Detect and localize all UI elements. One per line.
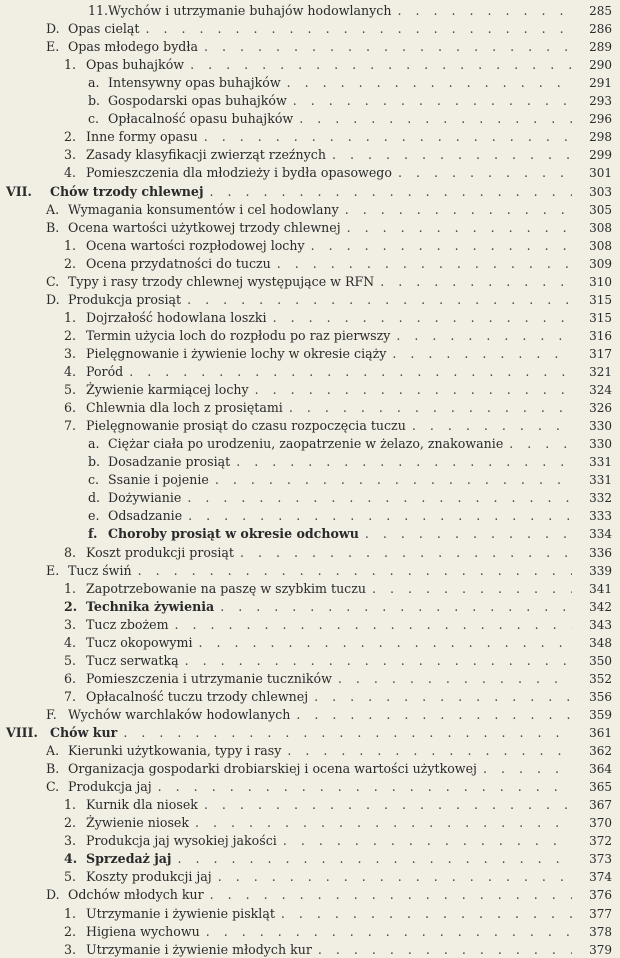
toc-entry (0, 108, 620, 127)
toc-entry (0, 487, 620, 506)
toc-entry-title: Wymagania konsumentów i cel hodowlany (68, 201, 339, 217)
dot-leader (318, 942, 572, 958)
toc-entry (0, 523, 620, 542)
toc-entry-page-number: 377 (589, 906, 612, 921)
toc-entry (0, 54, 620, 73)
toc-entry-title: Termin użycia loch do rozpłodu po raz pierwszy (86, 327, 391, 343)
dot-leader (509, 436, 572, 452)
dot-leader (287, 75, 572, 91)
dot-leader (206, 924, 572, 940)
dot-leader (218, 869, 572, 885)
toc-entry-title: Tucz świń (68, 562, 132, 578)
toc-entry-number: 7. (64, 688, 77, 704)
toc-entry-number: 8. (64, 544, 77, 560)
toc-entry-title: Zapotrzebowanie na paszę w szybkim tuczu (86, 580, 366, 596)
toc-entry-title: Dożywianie (108, 490, 182, 506)
toc-entry-page-number: 372 (589, 834, 612, 849)
toc-entry-title: Ciężar ciała po urodzeniu, zaopatrzenie w żelazo, znakowanie (108, 436, 504, 452)
toc-entry-page-number: 330 (589, 419, 612, 434)
toc-entry-title: Wychów warchlaków hodowlanych (68, 706, 291, 722)
dot-leader (195, 815, 572, 831)
dot-leader (296, 707, 572, 723)
toc-entry (0, 289, 620, 308)
dot-leader (129, 364, 572, 380)
toc-entry-number: 4. (64, 851, 78, 867)
toc-entry-title: Kierunki użytkowania, typy i rasy (68, 743, 282, 759)
toc-entry (0, 542, 620, 561)
dot-leader (210, 184, 572, 200)
toc-entry-number: 1. (64, 580, 77, 596)
dot-leader (380, 274, 572, 290)
toc-entry-title: Sprzedaż jaj (86, 851, 172, 867)
toc-entry-title: Opas buhajków (86, 57, 185, 73)
toc-entry (0, 397, 620, 416)
dot-leader (123, 725, 572, 741)
toc-entry-number: 1. (64, 57, 77, 73)
toc-entry (0, 181, 620, 200)
dot-leader (299, 111, 572, 127)
toc-entry-page-number: 289 (589, 40, 612, 55)
dot-leader (204, 797, 572, 813)
toc-entry (0, 830, 620, 849)
toc-entry-page-number: 321 (589, 365, 612, 379)
toc-entry-number: c. (88, 472, 100, 488)
toc-entry-page-number: 356 (589, 689, 612, 704)
toc-entry-number: 2. (64, 598, 78, 614)
toc-entry-page-number: 317 (589, 346, 612, 361)
dot-leader (483, 761, 572, 777)
toc-entry-number: e. (88, 508, 100, 524)
toc-entry-title: Dojrzałość hodowlana loszki (86, 309, 267, 325)
toc-entry-title: Ocena przydatności do tuczu (86, 255, 271, 271)
toc-entry-number: b. (88, 454, 101, 470)
toc-entry (0, 650, 620, 669)
toc-entry-number: 6. (64, 670, 77, 686)
toc-entry (0, 812, 620, 831)
toc-entry-title: Chów trzody chlewnej (50, 183, 204, 199)
toc-entry-number: 2. (64, 129, 77, 145)
toc-entry-title: Pomieszczenia dla młodzieży i bydła opasowego (86, 165, 392, 181)
toc-entry (0, 596, 620, 615)
dot-leader (138, 563, 572, 579)
toc-entry-page-number: 310 (589, 274, 612, 289)
toc-entry-page-number: 339 (589, 563, 612, 578)
toc-entry-page-number: 308 (589, 238, 612, 253)
toc-entry-page-number: 326 (589, 401, 612, 416)
toc-entry-title: Technika żywienia (86, 598, 215, 614)
toc-entry-page-number: 332 (589, 491, 612, 506)
toc-entry (0, 162, 620, 181)
toc-entry-number: b. (88, 93, 101, 109)
toc-entry-page-number: 343 (589, 617, 612, 632)
toc-entry-title: Ocena wartości użytkowej trzody chlewnej (68, 219, 341, 235)
toc-entry-title: Intensywny opas buhajków (108, 75, 281, 91)
dot-leader (293, 93, 572, 109)
dot-leader (240, 545, 572, 561)
toc-entry-number: VIII. (6, 725, 38, 740)
toc-entry-number: 3. (64, 345, 77, 361)
toc-entry-title: Koszty produkcji jaj (86, 869, 212, 885)
toc-entry-title: Kurnik dla niosek (86, 797, 198, 813)
toc-entry (0, 560, 620, 579)
dot-leader (255, 382, 572, 398)
dot-leader (273, 310, 572, 326)
toc-entry-number: 1. (64, 905, 77, 921)
dot-leader (190, 57, 572, 73)
toc-entry-title: Utrzymanie i żywienie piskląt (86, 905, 275, 921)
toc-entry (0, 794, 620, 813)
toc-entry-number: 3. (64, 941, 77, 957)
toc-entry-title: Opas młodego bydła (68, 39, 198, 55)
toc-entry-title: Gospodarski opas buhajków (108, 93, 287, 109)
toc-entry (0, 379, 620, 398)
toc-entry-page-number: 308 (589, 220, 612, 235)
dot-leader (177, 851, 572, 867)
toc-entry-page-number: 324 (589, 383, 612, 398)
dot-leader (215, 472, 572, 488)
toc-entry-number: D. (46, 291, 60, 307)
toc-entry (0, 415, 620, 434)
dot-leader (345, 202, 572, 218)
dot-leader (338, 671, 572, 687)
toc-entry-page-number: 303 (589, 184, 612, 199)
dot-leader (398, 165, 572, 181)
toc-entry-number: C. (46, 779, 60, 795)
toc-entry (0, 126, 620, 145)
toc-entry-number: 3. (64, 833, 77, 849)
toc-entry-page-number: 342 (589, 599, 612, 614)
toc-entry-title: Dosadzanie prosiąt (108, 454, 231, 470)
toc-entry-title: Pielęgnowanie prosiąt do czasu rozpoczęcia tuczu (86, 418, 406, 434)
toc-entry-number: E. (46, 39, 60, 55)
toc-entry-number: d. (88, 490, 101, 506)
dot-leader (210, 887, 572, 903)
toc-entry-title: Ssanie i pojenie (108, 472, 209, 488)
toc-entry-page-number: 286 (589, 22, 612, 37)
toc-entry-page-number: 348 (589, 635, 612, 650)
dot-leader (277, 256, 572, 272)
toc-entry-title: Żywienie niosek (86, 815, 189, 831)
toc-entry-number: B. (46, 219, 60, 235)
dot-leader (146, 21, 573, 37)
toc-entry-page-number: 350 (589, 653, 612, 668)
toc-entry-title: Opłacalność opasu buhajków (108, 111, 294, 127)
toc-entry-page-number: 361 (589, 726, 612, 740)
toc-entry (0, 343, 620, 362)
dot-leader (392, 346, 572, 362)
toc-entry (0, 36, 620, 55)
toc-entry-page-number: 370 (589, 816, 612, 831)
toc-entry-number: 1. (64, 237, 77, 253)
toc-entry-number: 2. (64, 327, 77, 343)
toc-entry-title: Choroby prosiąt w okresie odchowu (108, 526, 359, 542)
toc-entry-number: A. (46, 201, 60, 217)
toc-entry (0, 758, 620, 777)
dot-leader (412, 418, 572, 434)
toc-entry-page-number: 373 (589, 852, 612, 867)
toc-entry-number: 5. (64, 382, 77, 398)
toc-entry-page-number: 301 (589, 166, 612, 181)
toc-entry-title: Wychów i utrzymanie buhajów hodowlanych (108, 3, 392, 18)
toc-entry-title: Opas cieląt (68, 21, 140, 37)
toc-entry-page-number: 285 (589, 4, 612, 18)
toc-entry-page-number: 359 (589, 707, 612, 722)
toc-entry-title: Typy i rasy trzody chlewnej występujące w RFN (68, 273, 375, 289)
toc-entry (0, 307, 620, 326)
dot-leader (283, 833, 572, 849)
toc-entry-page-number: 341 (589, 581, 612, 596)
toc-entry-page-number: 333 (589, 509, 612, 524)
toc-entry (0, 903, 620, 922)
toc-entry (0, 325, 620, 344)
toc-entry (0, 848, 620, 867)
toc-entry (0, 686, 620, 705)
toc-entry-page-number: 365 (589, 780, 612, 795)
toc-entry-number: C. (46, 273, 60, 289)
toc-entry-number: VII. (6, 183, 32, 199)
toc-entry-number: 2. (64, 815, 77, 831)
toc-entry-title: Pielęgnowanie i żywienie lochy w okresie ciąży (86, 345, 387, 361)
toc-entry-number: B. (46, 761, 60, 777)
dot-leader (175, 617, 572, 633)
toc-entry-page-number: 316 (589, 328, 612, 343)
toc-entry-title: Ocena wartości rozpłodowej lochy (86, 237, 305, 253)
toc-entry-title: Inne formy opasu (86, 129, 198, 145)
toc-entry (0, 668, 620, 687)
toc-entry-number: 3. (64, 147, 77, 163)
toc-entry-title: Higiena wychowu (86, 923, 200, 939)
toc-entry (0, 921, 620, 940)
toc-entry (0, 144, 620, 163)
toc-entry-page-number: 331 (589, 455, 612, 470)
toc-entry-title: Produkcja jaj wysokiej jakości (86, 833, 277, 849)
toc-entry-title: Koszt produkcji prosiąt (86, 544, 234, 560)
dot-leader (396, 328, 572, 344)
toc-entry-title: Zasady klasyfikacji zwierząt rzeźnych (86, 147, 326, 163)
toc-entry (0, 704, 620, 723)
toc-entry-title: Chów kur (50, 725, 118, 740)
toc-entry (0, 469, 620, 488)
toc-entry-number: f. (88, 526, 98, 542)
toc-entry (0, 614, 620, 633)
toc-entry-number: 11. (88, 3, 109, 18)
dot-leader (281, 906, 572, 922)
toc-entry (0, 884, 620, 903)
dot-leader (314, 689, 572, 705)
toc-entry-page-number: 309 (589, 256, 612, 271)
toc-entry-number: 7. (64, 418, 77, 434)
toc-entry-page-number: 376 (589, 888, 612, 903)
toc-entry (0, 271, 620, 290)
toc-entry-page-number: 298 (589, 130, 612, 145)
toc-entry-number: 1. (64, 797, 77, 813)
toc-entry (0, 199, 620, 218)
toc-entry-page-number: 364 (589, 762, 612, 777)
toc-entry (0, 361, 620, 380)
toc-entry (0, 18, 620, 37)
toc-entry-number: F. (46, 706, 57, 722)
toc-entry (0, 866, 620, 885)
toc-entry-page-number: 362 (589, 744, 612, 759)
toc-entry-number: 5. (64, 652, 77, 668)
toc-entry-title: Pomieszczenia i utrzymanie tuczników (86, 670, 332, 686)
toc-entry (0, 433, 620, 452)
toc-entry-page-number: 330 (589, 437, 612, 452)
dot-leader (365, 526, 572, 542)
toc-entry (0, 72, 620, 91)
toc-entry (0, 632, 620, 651)
toc-entry-number: 4. (64, 165, 77, 181)
toc-entry-page-number: 315 (589, 292, 612, 307)
toc-entry-page-number: 379 (589, 942, 612, 957)
toc-entry (0, 939, 620, 958)
toc-entry-number: 5. (64, 869, 77, 885)
dot-leader (236, 454, 572, 470)
toc-entry-title: Odsadzanie (108, 508, 183, 524)
toc-entry-title: Chlewnia dla loch z prosiętami (86, 400, 283, 416)
toc-entry-page-number: 296 (589, 112, 612, 127)
dot-leader (187, 490, 572, 506)
toc-entry (0, 451, 620, 470)
toc-entry-title: Odchów młodych kur (68, 887, 204, 903)
toc-entry-title: Tucz zbożem (86, 616, 169, 632)
toc-entry-number: 1. (64, 309, 77, 325)
dot-leader (199, 635, 572, 651)
dot-leader (188, 508, 572, 524)
dot-leader (158, 779, 572, 795)
dot-leader (397, 3, 572, 19)
toc-entry-number: E. (46, 562, 60, 578)
toc-entry-page-number: 374 (589, 870, 612, 885)
dot-leader (289, 400, 572, 416)
toc-entry-number: 3. (64, 616, 77, 632)
toc-entry (0, 505, 620, 524)
toc-entry-number: A. (46, 743, 60, 759)
dot-leader (204, 129, 572, 145)
toc-entry-page-number: 331 (589, 473, 612, 488)
toc-entry (0, 0, 620, 19)
dot-leader (204, 39, 572, 55)
toc-entry-title: Tucz serwatką (86, 652, 179, 668)
dot-leader (220, 599, 572, 615)
toc-entry (0, 578, 620, 597)
toc-entry-page-number: 291 (589, 76, 612, 91)
toc-entry-title: Żywienie karmiącej lochy (86, 382, 249, 398)
toc-entry-page-number: 293 (589, 94, 612, 109)
toc-entry-title: Produkcja prosiąt (68, 291, 182, 307)
toc-entry (0, 776, 620, 795)
toc-entry-number: D. (46, 21, 60, 37)
toc-entry (0, 217, 620, 236)
toc-entry-page-number: 378 (589, 924, 612, 939)
toc-entry-number: c. (88, 111, 100, 127)
toc-entry-page-number: 290 (589, 58, 612, 73)
toc-entry-page-number: 299 (589, 148, 612, 163)
toc-entry-title: Utrzymanie i żywienie młodych kur (86, 941, 312, 957)
toc-entry-title: Produkcja jaj (68, 779, 152, 795)
toc-entry-title: Opłacalność tuczu trzody chlewnej (86, 688, 309, 704)
toc-entry-title: Tucz okopowymi (86, 634, 193, 650)
toc-entry (0, 740, 620, 759)
dot-leader (332, 147, 572, 163)
toc-entry (0, 253, 620, 272)
toc-entry-page-number: 336 (589, 545, 612, 560)
toc-entry-page-number: 305 (589, 202, 612, 217)
toc-entry (0, 235, 620, 254)
toc-entry-page-number: 334 (589, 527, 612, 542)
toc-entry-title: Organizacja gospodarki drobiarskiej i ocena wartości użytkowej (68, 761, 477, 777)
toc-entry-number: a. (88, 75, 100, 91)
dot-leader (311, 238, 572, 254)
toc-entry (0, 722, 620, 741)
dot-leader (287, 743, 572, 759)
toc-entry-number: a. (88, 436, 100, 452)
toc-entry-number: 2. (64, 255, 77, 271)
toc-entry-number: 4. (64, 634, 77, 650)
dot-leader (185, 653, 572, 669)
toc-entry-number: 6. (64, 400, 77, 416)
dot-leader (372, 581, 572, 597)
toc-entry-number: D. (46, 887, 60, 903)
toc-entry-title: Poród (86, 364, 124, 379)
toc-entry-page-number: 352 (589, 671, 612, 686)
dot-leader (347, 220, 572, 236)
toc-entry-number: 2. (64, 923, 77, 939)
toc-entry-number: 4. (64, 364, 77, 379)
toc-entry (0, 90, 620, 109)
toc-entry-page-number: 315 (589, 310, 612, 325)
toc-entry-page-number: 367 (589, 798, 612, 813)
dot-leader (187, 292, 572, 308)
